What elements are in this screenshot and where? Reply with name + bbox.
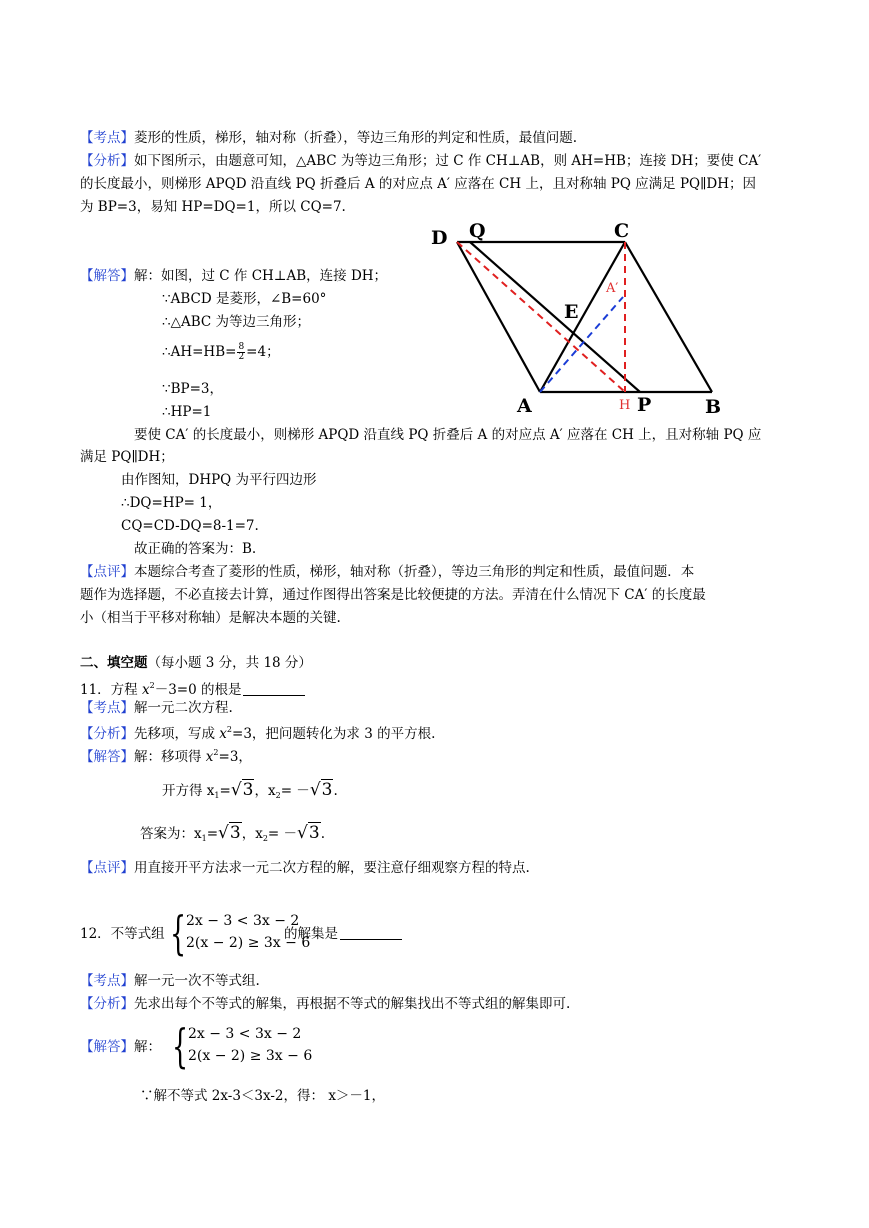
q11-stem-pre: 11．方程	[80, 682, 142, 698]
separator: ，x	[254, 783, 276, 799]
system-brace: {	[172, 1019, 189, 1073]
radicand: 3	[229, 823, 241, 843]
q12-jieda-ineq2: 2(x − 2) ≥ 3x − 6	[188, 1048, 313, 1064]
q10-fenxi-line3: 为 BP=3，易知 HP=DQ=1，所以 CQ=7.	[80, 199, 346, 215]
q11-kaifang	[162, 780, 338, 806]
dianping-tag: 【点评】	[80, 564, 134, 580]
label-A-prime: A′	[606, 281, 619, 296]
q12-stem-pre: 12．不等式组	[80, 926, 165, 942]
rhombus-figure	[425, 215, 735, 420]
sqrt-symbol: √3	[218, 823, 241, 843]
fraction-numerator: 8	[238, 342, 245, 352]
q10-jieda	[80, 266, 387, 286]
sqrt-symbol: √3	[309, 780, 333, 800]
segment-QP	[470, 242, 640, 392]
q12-step1: ∵解不等式 2x-3＜3x-2，得： x＞－1，	[140, 1088, 386, 1104]
fraction	[237, 343, 245, 362]
system-brace: {	[170, 906, 187, 960]
q10-step4: ∵BP=3，	[162, 381, 223, 397]
q12-fenxi	[80, 994, 570, 1014]
q10-step7: ∴DQ=HP= 1，	[121, 495, 222, 511]
period: .	[320, 826, 325, 842]
fenxi-tag: 【分析】	[80, 153, 134, 169]
fenxi-text: 先求出每个不等式的解集，再根据不等式的解集找出不等式组的解集即可.	[134, 996, 571, 1012]
jieda-post: =3，	[218, 749, 252, 765]
section-title: 二、填空题	[80, 655, 148, 671]
dianping-text-1: 本题综合考查了菱形的性质，梯形，轴对称（折叠），等边三角形的判定和性质，最值问题．本	[134, 564, 695, 580]
radicand: 3	[321, 780, 333, 800]
q11-fenxi	[80, 720, 435, 744]
edge-DA	[457, 242, 540, 392]
answer-pre: 答案为：x	[140, 826, 202, 842]
kaodian-text: 解一元一次不等式组.	[134, 973, 260, 989]
q10-step5: ∴HP=1	[162, 404, 212, 420]
separator: ，x	[241, 826, 263, 842]
q12-jieda-ineq1: 2x − 3 < 3x − 2	[188, 1026, 302, 1042]
equals: =	[206, 826, 219, 842]
section-heading	[80, 653, 312, 673]
section-note: （每小题 3 分，共 18 分）	[147, 655, 312, 671]
q10-para2: 满足 PQ∥DH；	[80, 449, 174, 465]
q10-dianping-line2: 题作为选择题，不必直接去计算，通过作图得出答案是比较便捷的方法。弄清在什么情况下 CA′ 的长度最	[80, 587, 706, 603]
equals-negative: = －	[280, 783, 310, 799]
q11-answer	[140, 823, 325, 849]
period: .	[333, 783, 338, 799]
q10-step8: CQ=CD-DQ=8-1=7.	[121, 518, 259, 534]
jieda-pre: 解：	[134, 1039, 161, 1055]
figure-labels	[431, 220, 721, 418]
q12-ineq2: 2(x − 2) ≥ 3x − 6	[186, 935, 311, 951]
fenxi-var-x: x	[219, 726, 227, 742]
jieda-tag: 【解答】	[80, 268, 134, 284]
fenxi-pre: 先移项，写成	[134, 726, 220, 742]
q12-ineq1: 2x − 3 < 3x − 2	[186, 913, 300, 929]
kaodian-text: 解一元二次方程.	[134, 700, 233, 716]
label-H: H	[619, 398, 631, 413]
dash-AA-prime	[540, 297, 623, 392]
kaodian-tag: 【考点】	[80, 973, 134, 989]
figure-solid-lines	[457, 242, 712, 392]
equals: =	[219, 783, 231, 799]
q10-dianping-line1	[80, 562, 694, 582]
figure-dashed-lines	[457, 242, 625, 392]
q10-step3	[162, 342, 280, 362]
q10-dianping-line3: 小（相当于平移对称轴）是解决本题的关键.	[80, 610, 341, 626]
jieda-exponent: 2	[213, 748, 219, 757]
answer-blank	[243, 681, 305, 696]
q10-fenxi-line1	[80, 151, 761, 171]
answer-blank	[340, 925, 402, 940]
radicand: 3	[308, 823, 320, 843]
label-D: D	[431, 227, 448, 249]
label-Q: Q	[469, 220, 486, 242]
edge-CB	[625, 242, 712, 392]
dash-DH	[457, 242, 625, 392]
equals-negative: = －	[267, 826, 298, 842]
subscript-1: 1	[201, 834, 207, 843]
q11-stem	[80, 676, 305, 700]
q10-step9: 故正确的答案为：B.	[134, 541, 257, 557]
subscript-1: 1	[214, 791, 220, 800]
jieda-tag: 【解答】	[80, 749, 134, 765]
q11-var-x: x	[141, 682, 150, 698]
label-A: A	[517, 395, 532, 417]
q12-stem-post	[284, 924, 402, 944]
sqrt-symbol: √3	[297, 823, 320, 843]
label-B: B	[705, 396, 722, 418]
fenxi-tag: 【分析】	[80, 996, 134, 1012]
q11-stem-post: －3=0 的根是	[154, 682, 242, 698]
step3-post: =4；	[246, 344, 280, 360]
fenxi-text-1: 如下图所示，由题意可知，△ABC 为等边三角形；过 C 作 CH⊥AB，则 AH=HB；连接 DH；要使 CA′	[134, 153, 762, 169]
fraction-denominator: 2	[238, 352, 245, 362]
radicand: 3	[242, 780, 254, 800]
label-C: C	[614, 220, 630, 242]
q11-kaodian	[80, 698, 233, 718]
kaodian-tag: 【考点】	[80, 700, 134, 716]
jieda-pre: 解：移项得	[134, 749, 206, 765]
fenxi-post: =3，把问题转化为求 3 的平方根.	[232, 726, 436, 742]
q12-jieda	[80, 1037, 161, 1057]
jieda-var-x: x	[205, 749, 214, 765]
fenxi-exponent: 2	[226, 725, 233, 734]
fenxi-tag: 【分析】	[80, 726, 134, 742]
diagonal-AC	[540, 242, 625, 392]
dianping-tag: 【点评】	[80, 860, 134, 876]
kaodian-text: 菱形的性质，梯形，轴对称（折叠），等边三角形的判定和性质，最值问题.	[134, 130, 578, 146]
sqrt-symbol: √3	[230, 780, 254, 800]
q10-para1: 要使 CA′ 的长度最小，则梯形 APQD 沿直线 PQ 折叠后 A 的对应点 A′ 应落在 CH 上，且对称轴 PQ 应	[134, 427, 762, 443]
q12-stem-post-text: 的解集是	[284, 926, 338, 942]
q10-fenxi-line2: 的长度最小，则梯形 APQD 沿直线 PQ 折叠后 A 的对应点 A′ 应落在 CH 上，且对称轴 PQ 应满足 PQ∥DH；因	[80, 176, 756, 192]
subscript-2: 2	[262, 834, 268, 843]
q11-jieda	[80, 743, 252, 767]
q10-step2: ∴△ABC 为等边三角形；	[162, 314, 311, 330]
q11-exponent: 2	[149, 681, 155, 690]
q12-kaodian	[80, 971, 260, 991]
q10-step1: ∵ABCD 是菱形，∠B=60°	[162, 291, 327, 307]
subscript-2: 2	[275, 791, 281, 800]
jieda-text: 解：如图，过 C 作 CH⊥AB，连接 DH；	[134, 268, 388, 284]
kaifang-pre: 开方得 x	[162, 783, 215, 799]
label-E: E	[564, 301, 579, 323]
dianping-text: 用直接开平方法求一元二次方程的解，要注意仔细观察方程的特点.	[134, 860, 530, 876]
step3-pre: ∴AH=HB=	[162, 344, 237, 360]
q11-dianping	[80, 858, 530, 878]
kaodian-tag: 【考点】	[80, 130, 134, 146]
q10-kaodian	[80, 128, 577, 148]
jieda-tag: 【解答】	[80, 1039, 134, 1055]
label-P: P	[637, 394, 652, 416]
q10-step6: 由作图知，DHPQ 为平行四边形	[121, 472, 317, 488]
